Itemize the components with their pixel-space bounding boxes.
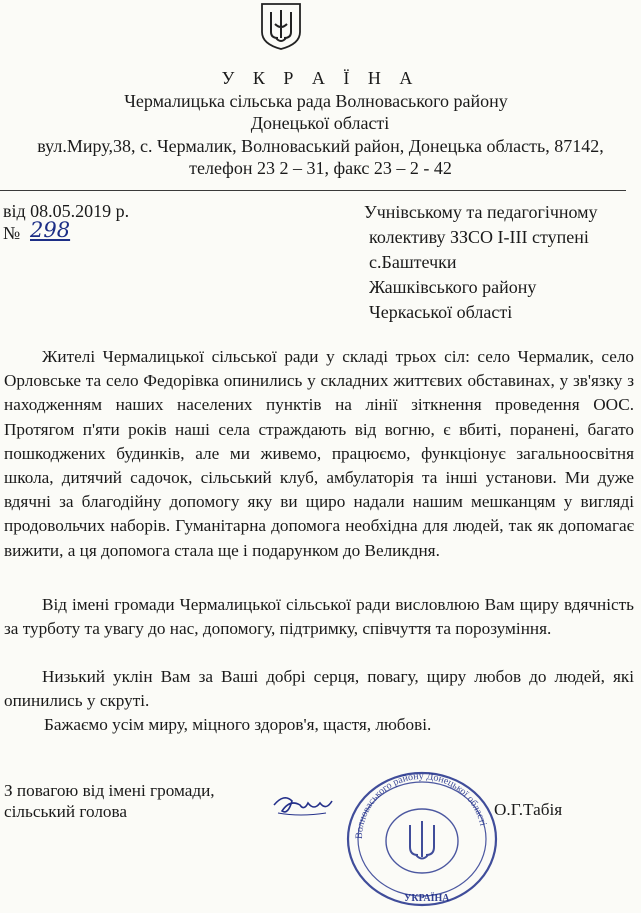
council-address: вул.Миру,38, с. Чермалик, Волноваський район, Донецька область, 87142, xyxy=(37,136,604,156)
signer-name: О.Г.Табія xyxy=(494,800,563,819)
letter-date: від 08.05.2019 р. xyxy=(3,201,130,221)
addressee-line: с.Баштечки xyxy=(369,252,457,272)
stamp-bottom-text: УКРАЇНА xyxy=(404,893,450,904)
official-stamp xyxy=(342,769,502,909)
trident-emblem-icon xyxy=(258,2,304,50)
header-divider xyxy=(0,190,626,191)
body-paragraph: Жителі Чермалицької сільської ради у складі трьох сіл: село Чермалик, село Орловське та село Федорівка опинились у складних життєвих обставинах, у зв'язку з находженням наших населених пунктів на лінії зіткнення проведення ООС. Протягом п'яти років наші села страждають від вогню, є вбиті, поранені, багато пошкоджених будинків, але ми живемо, працюємо, функціонує загальноосвітня школа, дитячий садочок, сільський клуб, амбулаторія та інші установи. Ми дуже вдячні за благодійну допомогу яку ви щиро надали нашим мешканцям у вигляді продовольчих наборів. Гуманітарна допомога необхідна для людей, так як допомагає вижити, а ця допомога стала ще і подарунком до Великдня. xyxy=(4,347,634,560)
country-heading: У К Р А Ї Н А xyxy=(221,68,420,88)
stamp-outer-text: Волноваського району Донецької області xyxy=(353,770,489,840)
closing-title: сільський голова xyxy=(4,802,128,821)
oblast-name: Донецької області xyxy=(250,113,390,133)
body-paragraph: Низький уклін Вам за Ваші добрі серця, повагу, щиру любов до людей, які опинились у скруті. xyxy=(4,667,634,711)
addressee-line: Жашківського району xyxy=(369,277,537,297)
addressee-line: Черкаської області xyxy=(369,302,513,322)
body-paragraph: Бажаємо усім миру, міцного здоров'я, щастя, любові. xyxy=(44,715,432,734)
council-name: Чермалицька сільська рада Волноваського району xyxy=(124,91,508,111)
closing-regards: З повагою від імені громади, xyxy=(4,781,215,800)
addressee-line: Учнівському та педагогічному xyxy=(364,202,598,222)
handwritten-signature xyxy=(270,787,340,825)
letter-number-label: № xyxy=(3,223,21,243)
addressee-line: колективу ЗЗСО І-ІІІ ступені xyxy=(369,227,589,247)
letter-number-handwritten: 298 xyxy=(30,218,71,242)
council-phone: телефон 23 2 – 31, факс 23 – 2 - 42 xyxy=(189,158,452,178)
body-paragraph: Від імені громади Чермалицької сільської ради висловлюю Вам щиру вдячність за турботу та увагу до нас, допомогу, підтримку, співчуття та порозуміння. xyxy=(4,595,634,639)
